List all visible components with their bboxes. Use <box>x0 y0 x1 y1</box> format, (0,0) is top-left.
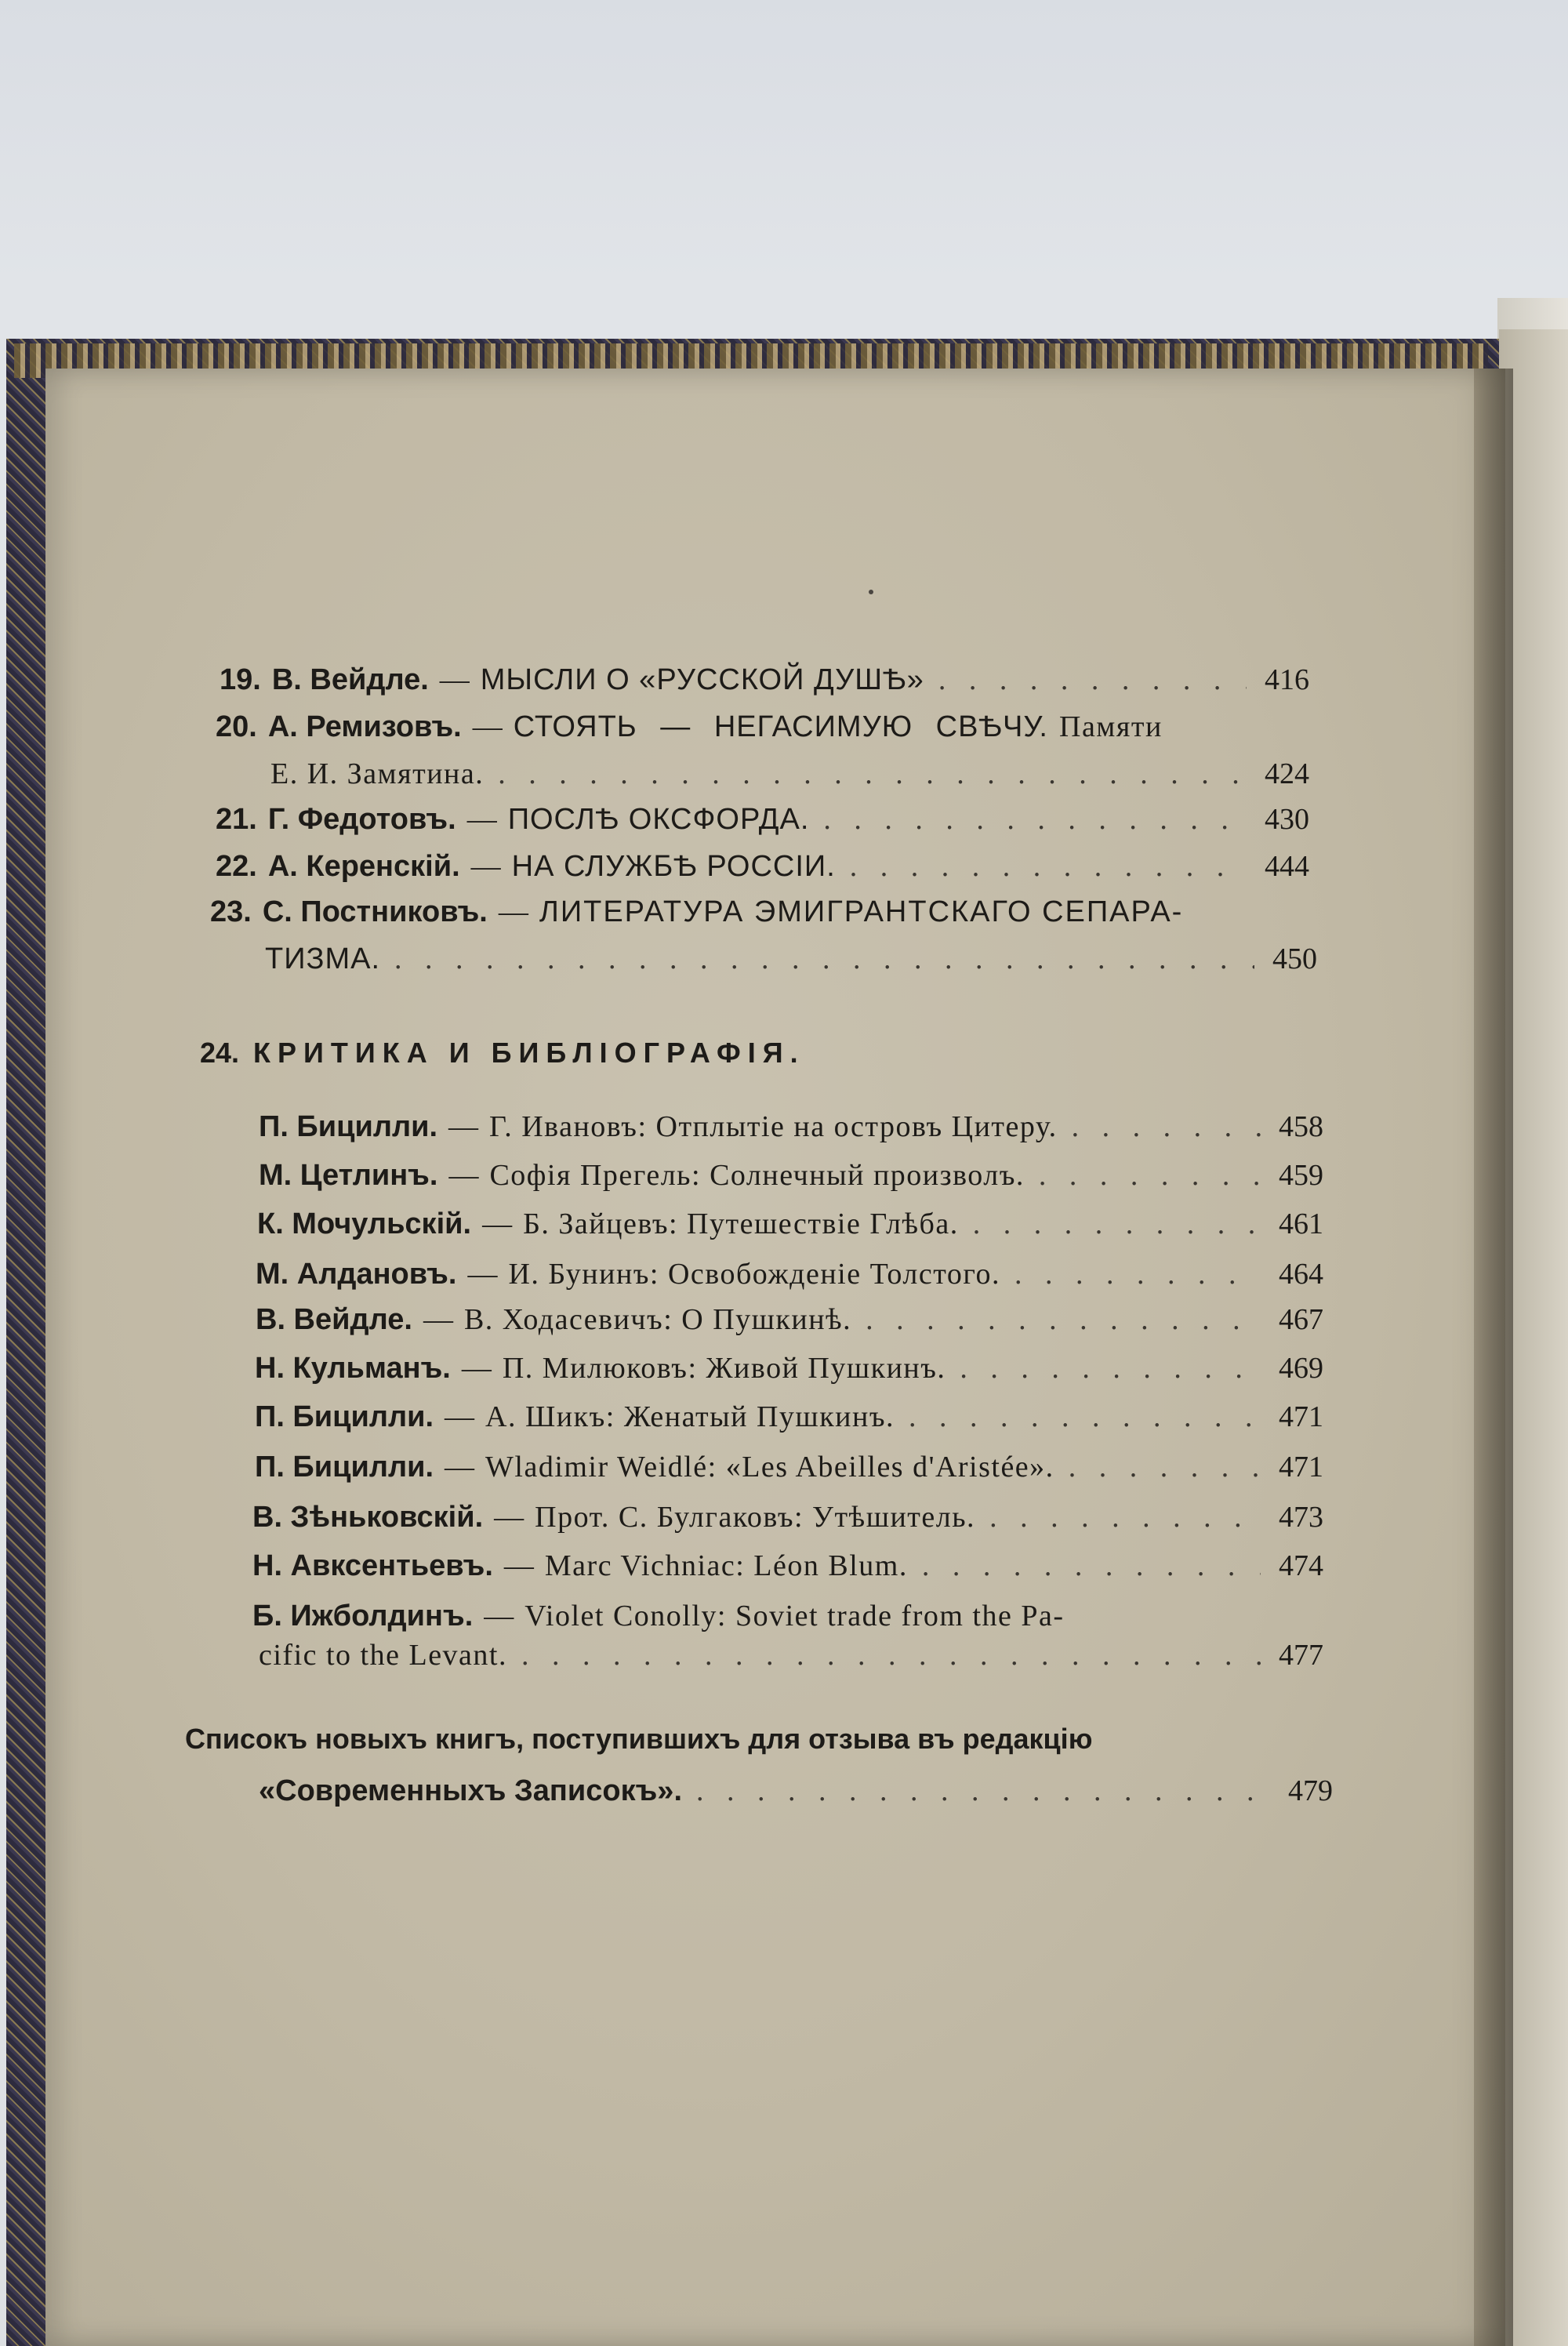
new-books-page: 479 <box>1288 1774 1333 1807</box>
entry-dash: — <box>498 895 528 928</box>
dot-leader <box>1072 1108 1261 1146</box>
dot-leader <box>1039 1157 1261 1194</box>
entry-dash: — <box>448 1159 479 1192</box>
entry-dash: — <box>448 1110 479 1143</box>
dot-leader <box>850 848 1247 885</box>
review-page: 464 <box>1279 1258 1323 1291</box>
entry-number: 23. <box>210 895 252 928</box>
entry-dash: — <box>439 663 470 696</box>
dot-leader <box>823 801 1247 838</box>
review-page: 469 <box>1279 1352 1323 1385</box>
entry-author: Г. Федотовъ. <box>267 803 456 836</box>
entry-title-line2: ТИЗМА. <box>265 942 381 975</box>
review-author: П. Бицилли. <box>255 1451 434 1484</box>
review-title: Софiя Прегель: Солнечный произволъ. <box>489 1159 1025 1192</box>
entry-page: 430 <box>1265 803 1309 836</box>
review-title: П. Милюковъ: Живой Пушкинъ. <box>502 1352 946 1385</box>
review-entry <box>256 1301 1323 1338</box>
review-title: Violet Conolly: Soviet trade from the Pa- <box>524 1600 1065 1632</box>
toc-entry-23 <box>210 893 1237 931</box>
entry-dash: — <box>445 1451 475 1484</box>
entry-dash: — <box>466 803 497 836</box>
review-author: В. Зѣньковскiй. <box>252 1501 484 1534</box>
toc-entry-19 <box>220 661 1309 699</box>
review-title: Б. Зайцевъ: Путешествiе Глѣба. <box>523 1208 959 1240</box>
dot-leader <box>960 1349 1261 1387</box>
entry-dash: — <box>445 1400 475 1433</box>
entry-dash: — <box>472 710 503 743</box>
dot-leader <box>394 940 1254 978</box>
review-entry <box>255 1398 1323 1436</box>
review-title: И. Бунинъ: Освобожденiе Толстого. <box>508 1258 1001 1291</box>
review-entry <box>259 1157 1323 1194</box>
entry-number: 22. <box>216 850 257 883</box>
dot-leader <box>521 1636 1261 1674</box>
review-page: 477 <box>1279 1639 1323 1672</box>
entry-title: СТОЯТЬ — НЕГАСИМУЮ СВѢЧУ. <box>513 710 1048 743</box>
entry-title: ПОСЛѢ ОКСФОРДА. <box>507 803 810 836</box>
entry-dash: — <box>503 1549 534 1582</box>
review-entry <box>252 1547 1323 1585</box>
review-author: В. Вейдле. <box>256 1303 412 1336</box>
entry-title: МЫСЛИ О «РУССКОЙ ДУШѢ» <box>480 663 924 696</box>
entry-dash: — <box>482 1208 513 1240</box>
review-title: В. Ходасевичъ: О Пушкинѣ. <box>463 1303 852 1336</box>
entry-dash: — <box>470 850 501 883</box>
dot-leader <box>989 1498 1261 1536</box>
review-entry <box>252 1498 1323 1536</box>
entry-page: 450 <box>1272 942 1317 975</box>
toc-entry-20-line2 <box>270 755 1309 793</box>
entry-dash: — <box>461 1352 492 1385</box>
review-title: Прот. С. Булгаковъ: Утѣшитель. <box>535 1501 976 1534</box>
toc-entry-21 <box>216 801 1309 838</box>
entry-title: ЛИТЕРАТУРА ЭМИГРАНТСКАГО СЕПАРА- <box>539 895 1184 928</box>
review-author: П. Бицилли. <box>259 1110 438 1143</box>
review-title: Wladimir Weidlé: «Les Abeilles d'Aristée». <box>485 1451 1054 1484</box>
toc-entry-20 <box>216 708 1235 746</box>
review-entry-line2 <box>259 1636 1323 1674</box>
dot-leader <box>1014 1255 1261 1293</box>
review-title: А. Шикъ: Женатый Пушкинъ. <box>485 1400 895 1433</box>
entry-dash: — <box>484 1600 514 1632</box>
section-heading <box>200 1037 805 1070</box>
entry-author: С. Постниковъ. <box>262 895 488 928</box>
entry-title-line2: Е. И. Замятина. <box>270 757 485 790</box>
entry-number: 19. <box>220 663 261 696</box>
review-entry <box>255 1448 1323 1486</box>
review-page: 473 <box>1279 1501 1323 1534</box>
entry-author: В. Вейдле. <box>271 663 429 696</box>
review-entry <box>252 1597 1323 1635</box>
review-page: 461 <box>1279 1208 1323 1240</box>
dot-leader <box>973 1205 1261 1243</box>
review-entry <box>257 1205 1323 1243</box>
dot-leader <box>938 661 1247 699</box>
dot-leader <box>866 1301 1261 1338</box>
entry-number: 21. <box>216 803 257 836</box>
review-page: 474 <box>1279 1549 1323 1582</box>
review-author: Н. Кульманъ. <box>255 1352 451 1385</box>
new-books-list-line1: Списокъ новыхъ книгъ, поступившихъ для отзыва въ редакцiю <box>185 1723 1093 1755</box>
section-title: КРИТИКА И БИБЛIОГРАФIЯ. <box>253 1037 805 1069</box>
entry-dash: — <box>423 1303 453 1336</box>
entry-number: 20. <box>216 710 257 743</box>
review-page: 471 <box>1279 1400 1323 1433</box>
review-page: 458 <box>1279 1110 1323 1143</box>
entry-title: НА СЛУЖБѢ РОССIИ. <box>511 850 836 883</box>
toc-entry-22 <box>216 848 1309 885</box>
review-author: М. Алдановъ. <box>256 1258 457 1291</box>
dot-leader <box>498 755 1247 793</box>
review-author: Н. Авксентьевъ. <box>252 1549 493 1582</box>
entry-dash: — <box>467 1258 498 1291</box>
entry-page: 424 <box>1265 757 1309 790</box>
dot-leader <box>922 1547 1261 1585</box>
entry-dash: — <box>494 1501 524 1534</box>
entry-author: А. Керенскiй. <box>267 850 460 883</box>
review-author: Б. Ижболдинъ. <box>252 1600 474 1632</box>
entry-author: А. Ремизовъ. <box>267 710 462 743</box>
review-entry <box>256 1255 1323 1293</box>
dot-leader <box>696 1772 1270 1810</box>
page-speck <box>869 590 873 594</box>
review-page: 467 <box>1279 1303 1323 1336</box>
new-books-title: «Современныхъ Записокъ». <box>259 1774 682 1807</box>
entry-page: 444 <box>1265 850 1309 883</box>
review-title: Г. Ивановъ: Отплытiе на островъ Цитеру. <box>489 1110 1058 1143</box>
review-title: Marc Vichniac: Léon Blum. <box>544 1549 908 1582</box>
review-title-line2: cific to the Levant. <box>259 1639 507 1672</box>
review-page: 471 <box>1279 1451 1323 1484</box>
review-page: 459 <box>1279 1159 1323 1192</box>
review-entry <box>255 1349 1323 1387</box>
new-books-list-line2 <box>259 1772 1333 1810</box>
dot-leader <box>909 1398 1261 1436</box>
dot-leader <box>1069 1448 1261 1486</box>
entry-page: 416 <box>1265 663 1309 696</box>
review-author: П. Бицилли. <box>255 1400 434 1433</box>
review-entry <box>259 1108 1323 1146</box>
section-number: 24. <box>200 1037 240 1069</box>
entry-title-cont: Памяти <box>1059 710 1163 743</box>
review-author: М. Цетлинъ. <box>259 1159 438 1192</box>
review-author: К. Мочульскiй. <box>257 1208 472 1240</box>
toc-entry-23-line2 <box>265 940 1317 978</box>
